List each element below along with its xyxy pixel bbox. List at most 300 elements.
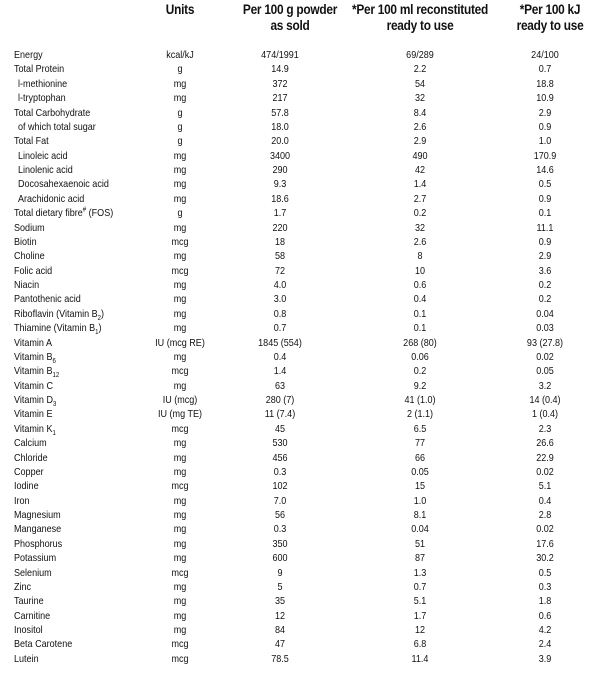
nutrient-name [14, 465, 44, 479]
header-per-100g-line1: Per 100 g powder [242, 2, 338, 17]
value-per-100kj: 14 (0.4) [529, 394, 561, 406]
value-per-100g: 1.4 [273, 365, 287, 378]
nutrient-name [14, 336, 52, 350]
nutrient-name [14, 321, 102, 335]
nutrient-name-text: Zinc [14, 580, 32, 593]
table-row [0, 120, 608, 134]
value-per-100kj: 18.8 [536, 77, 554, 90]
table-row [0, 264, 608, 278]
nutrient-name-text: Folic acid [14, 264, 53, 277]
value-per-100ml: 2.9 [413, 135, 427, 148]
value-per-100kj: 0.9 [538, 120, 552, 133]
unit-cell: g [177, 135, 183, 148]
nutrient-name-subscript: 12 [52, 372, 60, 380]
value-per-100g: 5 [277, 580, 283, 593]
unit-cell: mg [173, 307, 187, 320]
value-per-100kj: 0.6 [538, 609, 552, 622]
value-per-100ml: 87 [414, 552, 426, 565]
value-per-100g: 18.6 [271, 192, 289, 205]
table-row [0, 594, 608, 608]
value-per-100g: 217 [272, 92, 288, 105]
table-row [0, 551, 608, 565]
value-per-100ml: 0.06 [411, 350, 429, 363]
value-per-100ml: 42 [414, 164, 426, 176]
nutrient-name-text: Phosphorus [14, 537, 63, 550]
nutrient-name-text: Beta Carotene [14, 638, 73, 651]
nutrient-name-text: Lutein [14, 652, 39, 665]
table-row [0, 278, 608, 292]
value-per-100ml: 6.8 [413, 638, 427, 651]
table-row [0, 494, 608, 508]
value-per-100g: 20.0 [271, 135, 289, 148]
value-per-100kj: 0.02 [536, 523, 554, 536]
value-per-100g: 45 [274, 422, 286, 435]
unit-cell: g [177, 120, 183, 133]
table-row [0, 235, 608, 249]
table-row [0, 321, 608, 335]
value-per-100kj: 2.3 [538, 422, 552, 435]
unit-cell: mg [173, 552, 187, 565]
nutrient-name-text: Linolenic acid [18, 164, 73, 176]
unit-cell: mg [173, 624, 187, 636]
table-row [0, 623, 608, 637]
table-header [0, 2, 608, 44]
nutrient-name-text: Biotin [14, 235, 37, 248]
value-per-100kj: 10.9 [536, 92, 554, 105]
nutrient-name [14, 566, 52, 580]
table-row [0, 134, 608, 148]
header-per-100ml-line2: ready to use [386, 18, 454, 33]
table-row [0, 436, 608, 450]
value-per-100g: 4.0 [273, 279, 287, 291]
header-per-100g-line2: as sold [270, 18, 310, 33]
nutrient-name [14, 62, 64, 76]
value-per-100kj: 0.2 [538, 293, 552, 306]
unit-cell: mg [173, 250, 187, 263]
nutrient-name-text: Energy [14, 49, 43, 61]
nutrient-name-text: Docosahexaenoic acid [18, 178, 109, 191]
nutrient-name [14, 235, 37, 249]
nutrient-name [14, 494, 30, 508]
value-per-100kj: 0.5 [538, 178, 552, 191]
nutrient-name-text: Iodine [14, 480, 39, 493]
nutrient-name-text: Vitamin C [14, 379, 53, 392]
value-per-100ml: 0.04 [411, 523, 429, 536]
nutrient-name [14, 393, 56, 407]
unit-cell: mg [173, 465, 187, 478]
unit-cell: mg [173, 92, 187, 105]
nutrient-name-subscript: 3 [52, 401, 57, 409]
value-per-100kj: 3.6 [538, 264, 552, 277]
value-per-100kj: 2.9 [538, 250, 552, 263]
value-per-100ml: 0.05 [411, 465, 429, 478]
value-per-100ml: 1.4 [413, 178, 427, 191]
value-per-100g: 530 [272, 437, 288, 450]
header-units-label: Units [165, 2, 195, 17]
value-per-100g: 7.0 [273, 494, 287, 507]
nutrient-name-suffix: ) [98, 322, 102, 335]
nutrient-name [14, 451, 48, 465]
unit-cell: mg [173, 537, 187, 550]
nutrient-name [14, 422, 56, 436]
unit-cell: mg [173, 580, 187, 593]
value-per-100kj: 3.2 [538, 379, 552, 392]
nutrient-name [14, 609, 50, 623]
table-row [0, 307, 608, 321]
nutrient-name-text: Manganese [14, 523, 62, 536]
table-row [0, 292, 608, 306]
nutrient-name-text: Calcium [14, 437, 47, 450]
value-per-100g: 9 [277, 566, 283, 579]
value-per-100ml: 0.4 [413, 293, 427, 306]
value-per-100ml: 1.7 [413, 609, 427, 622]
nutrient-name [18, 177, 109, 191]
table-row [0, 609, 608, 623]
table-row [0, 652, 608, 666]
unit-cell: mcg [171, 652, 189, 665]
nutrient-name [14, 206, 113, 220]
nutrient-name-text: Thiamine (Vitamin B [14, 322, 96, 335]
value-per-100ml: 69/289 [406, 49, 434, 61]
value-per-100ml: 8.1 [413, 509, 427, 521]
value-per-100g: 47 [274, 638, 286, 651]
nutrient-name-text: Inositol [14, 624, 43, 636]
table-row [0, 407, 608, 421]
unit-cell: g [177, 207, 183, 220]
nutrient-name-text: Vitamin E [14, 408, 53, 421]
value-per-100g: 1845 (554) [258, 336, 302, 349]
value-per-100g: 280 (7) [265, 394, 295, 406]
value-per-100g: 0.3 [273, 465, 287, 478]
value-per-100ml: 0.1 [413, 307, 427, 320]
nutrient-name-text: Copper [14, 465, 44, 478]
nutrient-name-suffix: (FOS) [86, 207, 114, 220]
nutrient-name [14, 522, 61, 536]
table-row [0, 637, 608, 651]
nutrient-name-text: Sodium [14, 221, 45, 234]
value-per-100ml: 66 [414, 451, 426, 464]
header-per-100ml [341, 2, 499, 34]
nutrient-name-text: Total Fat [14, 135, 49, 148]
nutrient-name [14, 278, 39, 292]
value-per-100g: 474/1991 [261, 49, 299, 61]
value-per-100kj: 2.4 [538, 638, 552, 651]
value-per-100kj: 1.8 [538, 595, 552, 608]
nutrient-name [14, 379, 53, 393]
value-per-100ml: 0.6 [413, 279, 427, 291]
value-per-100kj: 14.6 [536, 164, 554, 176]
nutrient-name-text: Arachidonic acid [18, 192, 85, 205]
nutrient-name-text: Taurine [14, 595, 44, 608]
value-per-100kj: 0.5 [538, 566, 552, 579]
value-per-100g: 84 [274, 624, 286, 636]
nutrient-name [14, 364, 59, 378]
table-row [0, 393, 608, 407]
table-row [0, 106, 608, 120]
value-per-100g: 63 [274, 379, 286, 392]
value-per-100g: 3.0 [273, 293, 287, 306]
nutrient-name-subscript: 2 [97, 314, 102, 322]
nutrient-name-subscript: 6 [52, 357, 56, 365]
value-per-100ml: 2.7 [413, 192, 427, 205]
unit-cell: mg [173, 609, 187, 622]
unit-cell: mg [173, 437, 187, 450]
value-per-100kj: 0.1 [538, 207, 552, 220]
unit-cell: mg [173, 595, 187, 608]
table-row [0, 221, 608, 235]
value-per-100kj: 0.03 [536, 322, 554, 335]
value-per-100ml: 32 [414, 92, 426, 105]
nutrient-name-text: Pantothenic acid [14, 293, 81, 306]
table-row [0, 479, 608, 493]
value-per-100kj: 0.4 [538, 494, 552, 507]
nutrient-name-text: l-tryptophan [18, 92, 66, 105]
value-per-100g: 57.8 [271, 106, 289, 119]
value-per-100ml: 5.1 [413, 595, 427, 608]
nutrient-name-text: Vitamin D [14, 394, 53, 406]
unit-cell: mcg [171, 365, 189, 378]
value-per-100ml: 268 (80) [403, 336, 437, 349]
value-per-100ml: 1.3 [413, 566, 427, 579]
header-per-100kj-line2: ready to use [516, 18, 584, 33]
table-row [0, 149, 608, 163]
value-per-100kj: 0.04 [536, 307, 554, 320]
table-row [0, 177, 608, 191]
table-row [0, 62, 608, 76]
nutrient-name-text: Total Carbohydrate [14, 106, 91, 119]
table-row [0, 537, 608, 551]
value-per-100g: 1.7 [273, 207, 287, 220]
value-per-100kj: 0.02 [536, 465, 554, 478]
unit-cell: mg [173, 494, 187, 507]
unit-cell: mcg [171, 264, 189, 277]
unit-cell: mg [173, 322, 187, 335]
value-per-100g: 3400 [269, 149, 291, 162]
value-per-100ml: 0.2 [413, 207, 427, 220]
header-per-100ml-line1: *Per 100 ml reconstituted [351, 2, 489, 17]
unit-cell: mg [173, 509, 187, 521]
value-per-100g: 456 [272, 451, 288, 464]
nutrient-name [14, 264, 52, 278]
value-per-100kj: 0.02 [536, 350, 554, 363]
value-per-100kj: 26.6 [536, 437, 554, 450]
value-per-100ml: 0.1 [413, 322, 427, 335]
unit-cell: mg [173, 293, 187, 306]
unit-cell: mcg [171, 638, 189, 651]
value-per-100ml: 51 [414, 537, 426, 550]
value-per-100kj: 2.9 [538, 106, 552, 119]
table-row [0, 336, 608, 350]
table-row [0, 580, 608, 594]
value-per-100ml: 2.2 [413, 63, 427, 76]
value-per-100kj: 4.2 [538, 624, 552, 636]
value-per-100kj: 1.0 [538, 135, 552, 148]
header-units [154, 2, 207, 18]
nutrient-name [14, 508, 61, 522]
value-per-100kj: 30.2 [536, 552, 554, 565]
nutrient-name-text: Choline [14, 250, 45, 263]
value-per-100g: 0.8 [273, 307, 287, 320]
value-per-100ml: 32 [414, 221, 426, 234]
value-per-100ml: 0.2 [413, 365, 427, 378]
unit-cell: g [177, 63, 183, 76]
unit-cell: mg [173, 164, 187, 176]
value-per-100g: 220 [272, 221, 288, 234]
nutrient-name-text: Riboflavin (Vitamin B [14, 307, 98, 320]
unit-cell: mcg [171, 566, 189, 579]
unit-cell: mg [173, 77, 187, 90]
value-per-100kj: 22.9 [536, 451, 554, 464]
value-per-100g: 56 [274, 509, 286, 521]
value-per-100g: 102 [272, 480, 288, 493]
nutrient-name [14, 537, 62, 551]
nutrient-name-text: of which total sugar [18, 120, 96, 133]
nutrient-name [14, 580, 31, 594]
table-row [0, 206, 608, 220]
value-per-100ml: 490 [412, 149, 428, 162]
nutrient-name-text: Potassium [14, 552, 57, 565]
value-per-100ml: 41 (1.0) [404, 394, 436, 406]
nutrient-name-text: Total Protein [14, 63, 65, 76]
nutrient-name [18, 77, 67, 91]
value-per-100ml: 2.6 [413, 235, 427, 248]
nutrient-name [14, 479, 39, 493]
unit-cell: mg [173, 149, 187, 162]
unit-cell: mg [173, 221, 187, 234]
value-per-100kj: 0.05 [536, 365, 554, 378]
table-body [0, 48, 608, 666]
value-per-100g: 18 [274, 235, 286, 248]
nutrient-name [14, 637, 72, 651]
table-row [0, 566, 608, 580]
nutrient-name [14, 292, 81, 306]
value-per-100kj: 0.9 [538, 235, 552, 248]
table-row [0, 451, 608, 465]
nutrient-name-subscript: 1 [95, 329, 99, 337]
header-per-100kj-line1: *Per 100 kJ [519, 2, 581, 17]
nutrient-name [18, 91, 66, 105]
value-per-100g: 290 [272, 164, 288, 176]
nutrient-name [14, 249, 45, 263]
unit-cell: mcg [171, 422, 189, 435]
unit-cell: IU (mcg) [162, 394, 198, 406]
unit-cell: mcg [171, 235, 189, 248]
value-per-100ml: 6.5 [413, 422, 427, 435]
table-row [0, 465, 608, 479]
value-per-100kj: 2.8 [538, 509, 552, 521]
value-per-100g: 600 [272, 552, 288, 565]
nutrient-name-text: Vitamin B [14, 350, 53, 363]
header-per-100g [228, 2, 351, 34]
value-per-100g: 72 [274, 264, 286, 277]
value-per-100ml: 0.7 [413, 580, 427, 593]
table-row [0, 249, 608, 263]
table-row [0, 77, 608, 91]
unit-cell: mg [173, 350, 187, 363]
nutrient-name-text: Niacin [14, 279, 40, 291]
nutrient-name [18, 163, 73, 177]
nutrient-name [14, 134, 49, 148]
table-row [0, 350, 608, 364]
value-per-100ml: 8.4 [413, 106, 427, 119]
nutrient-name [18, 120, 96, 134]
unit-cell: IU (mg TE) [158, 408, 202, 421]
table-row [0, 508, 608, 522]
value-per-100g: 350 [272, 537, 288, 550]
unit-cell: mg [173, 379, 187, 392]
value-per-100kj: 0.7 [538, 63, 552, 76]
value-per-100ml: 15 [414, 480, 426, 493]
value-per-100g: 78.5 [271, 652, 289, 665]
nutrient-name-text: Total dietary fibre [14, 207, 83, 220]
value-per-100kj: 24/100 [531, 49, 559, 61]
nutrient-name [14, 594, 44, 608]
nutrient-name-text: Iron [14, 494, 30, 507]
table-row [0, 379, 608, 393]
nutrient-name-text: Carnitine [14, 609, 51, 622]
value-per-100ml: 8 [417, 250, 423, 263]
unit-cell: IU (mcg RE) [155, 336, 205, 349]
value-per-100kj: 17.6 [536, 537, 554, 550]
value-per-100kj: 0.3 [538, 580, 552, 593]
nutrient-name [14, 652, 39, 666]
nutrient-name [14, 436, 47, 450]
unit-cell: mg [173, 451, 187, 464]
unit-cell: g [177, 106, 183, 119]
nutrient-name-text: Selenium [14, 566, 52, 579]
nutrient-name [14, 350, 56, 364]
value-per-100ml: 2 (1.1) [406, 408, 434, 421]
nutrient-name-subscript: 1 [52, 429, 56, 437]
value-per-100kj: 11.1 [536, 221, 554, 234]
unit-cell: mcg [171, 480, 189, 493]
value-per-100g: 0.4 [273, 350, 287, 363]
value-per-100g: 35 [274, 595, 286, 608]
value-per-100kj: 93 (27.8) [526, 336, 564, 349]
nutrient-name-text: Vitamin A [14, 336, 52, 349]
value-per-100kj: 1 (0.4) [531, 408, 559, 421]
unit-cell: mg [173, 523, 187, 536]
value-per-100g: 11 (7.4) [264, 408, 296, 421]
value-per-100g: 58 [274, 250, 286, 263]
table-row [0, 364, 608, 378]
value-per-100g: 18.0 [271, 120, 289, 133]
value-per-100g: 372 [272, 77, 288, 90]
value-per-100kj: 5.1 [538, 480, 552, 493]
nutrient-name [14, 307, 104, 321]
table-row [0, 192, 608, 206]
table-row [0, 422, 608, 436]
value-per-100g: 14.9 [271, 63, 289, 76]
value-per-100g: 12 [274, 609, 286, 622]
table-row [0, 163, 608, 177]
nutrient-name [14, 48, 43, 62]
nutrient-name [14, 106, 90, 120]
nutrient-name-text: Vitamin K [14, 422, 53, 435]
nutrient-name-text: l-methionine [18, 77, 68, 90]
unit-cell: kcal/kJ [166, 49, 194, 61]
table-row [0, 91, 608, 105]
nutrient-name-text: Magnesium [14, 509, 61, 521]
value-per-100ml: 10 [414, 264, 426, 277]
value-per-100ml: 12 [414, 624, 426, 636]
nutrient-name [14, 407, 52, 421]
table-row [0, 522, 608, 536]
unit-cell: mg [173, 279, 187, 291]
value-per-100ml: 54 [414, 77, 426, 90]
nutrient-name-text: Chloride [14, 451, 48, 464]
value-per-100ml: 2.6 [413, 120, 427, 133]
